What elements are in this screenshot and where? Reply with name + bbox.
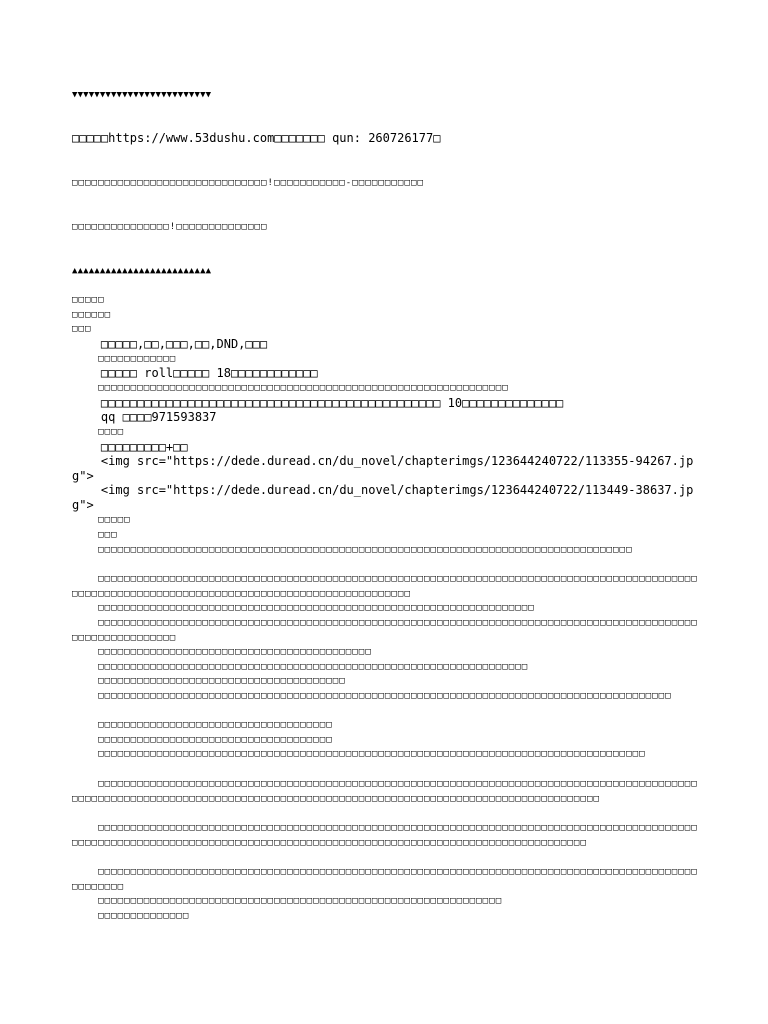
notice-line-1: □□□□□□□□□□□□□□□□□□□□□□□□□□□□□□!□□□□□□□□□□□-□□□□□□□□□□□ [72,178,424,188]
body-paragraph: □□□□□□□□□□□□□□□□□□□□□□□□□□□□□□□□□□□□□□□□□□□□□□□□□□□□□□□□□□□□□□□□□□□□□□□□□□□□□□□□□□□□□□□□□□□□□□□□□□□□ [72,867,698,892]
body-line: □□□□□□□□□□□□□□□□□□□□□□□□□□□□□□□□□□□□ [72,735,333,745]
body-line: □□□□□ [72,515,131,525]
body-line: □□□□□ roll□□□□□ 18□□□□□□□□□□□□ [72,366,318,380]
body-line: □□□□□□□□□□□□□□ [72,911,190,921]
body-paragraph: □□□□□□□□□□□□□□□□□□□□□□□□□□□□□□□□□□□□□□□□□□□□□□□□□□□□□□□□□□□□□□□□□□□□□□□□□□□□□□□□□□□□□□□□□□□□□□□□□□□□□□□□□□□□□□□□□□□□□□□□□□□□□□□□□□□□□□□□□□□□□□□□□□□□□□□□□□□□□□□□□□□□□□□□□□□□□ [72,779,698,804]
body-line: □□□□□□□□□□□□□□□□□□□□□□□□□□□□□□□□□□□□□□□□□□□□□□□□□□□□□□□□□□□□□□□ [72,383,509,393]
body-line: □□□ [72,530,118,540]
body-line: qq □□□□971593837 [72,410,217,424]
body-line: □□□□□,□□,□□□,□□,DND,□□□ [72,337,268,351]
body-line: □□□□□□□□□□□□□□□□□□□□□□□□□□□□□□□□□□□□ [72,720,333,730]
body-paragraph: □□□□□□□□□□□□□□□□□□□□□□□□□□□□□□□□□□□□□□□□□□□□□□□□□□□□□□□□□□□□□□□□□□□□□□□□□□□□□□□□□□ [72,545,633,555]
image-tag-line: <img src="https://dede.duread.cn/du_novel/chapterimgs/123644240722/113355-94267.jpg"> [72,454,694,483]
body-line: □□□□□□ [72,310,112,320]
body-line: □□□□ [72,427,125,437]
body-paragraph: □□□□□□□□□□□□□□□□□□□□□□□□□□□□□□□□□□□□□□□□□□□□□□□□□□□□□□□□□□□□□□□□□□□□□□□□□□□□□□□□□□□□□□□□ [72,691,672,701]
body-line: □□□□□ [72,295,105,305]
body-line: □□□□□□□□□□□□□□□□□□□□□□□□□□□□□□□□□□□□□□□□□□□□□□□ 10□□□□□□□□□□□□□□ [72,396,564,410]
body-line: □□□□□□□□□□□□□□□□□□□□□□□□□□□□□□□□□□□□□□□□□□□□□□□□□□□□□□□□□□□□□□ [72,896,503,906]
body-line: □□□ [72,324,92,334]
body-line: □□□□□□□□□□□□□□□□□□□□□□□□□□□□□□□□□□□□□□□□□□□□□□□□□□□□□□□□□□□□□□□□□□□ [72,603,535,613]
body-line: □□□□□□□□□+□□ [72,440,188,454]
site-notice-line: □□□□□https://www.53dushu.com□□□□□□□ qun: 260726177□ [72,131,441,145]
notice-line-2: □□□□□□□□□□□□□□□!□□□□□□□□□□□□□□ [72,222,268,232]
body-paragraph: □□□□□□□□□□□□□□□□□□□□□□□□□□□□□□□□□□□□□□□□□□□□□□□□□□□□□□□□□□□□□□□□□□□□□□□□□□□□□□□□□□□□□□□□□□□□□□□□□□□□□□□□□□□□ [72,618,698,643]
body-paragraph: □□□□□□□□□□□□□□□□□□□□□□□□□□□□□□□□□□□□□□□□□□□□□□□□□□□□□□□□□□□□□□□□□□□□□□□□□□□□□□□□□□□□□□□□□□□□□□□□□□□□□□□□□□□□□□□□□□□□□□□□□□□□□□□□□□□□□□□□□□□□□□□□□□□□□□□□□□□□□□□□□□□□□□□□□□□ [72,823,698,848]
body-line: □□□□□□□□□□□□□□□□□□□□□□□□□□□□□□□□□□□□□□□□□□□□□□□□□□□□□□□□□□□□□□□□□□ [72,662,529,672]
down-triangle-divider: ▼▼▼▼▼▼▼▼▼▼▼▼▼▼▼▼▼▼▼▼▼▼▼▼▼ [72,90,212,100]
body-paragraph: □□□□□□□□□□□□□□□□□□□□□□□□□□□□□□□□□□□□□□□□□□□□□□□□□□□□□□□□□□□□□□□□□□□□□□□□□□□□□□□□□□□□□□□□□□□□□□□□□□□□□□□□□□□□□□□□□□□□□□□□□□□□□□□□□□□□□□□□□□□□□□□□ [72,574,698,599]
body-line: □□□□□□□□□□□□ [72,354,177,364]
up-triangle-divider: ▲▲▲▲▲▲▲▲▲▲▲▲▲▲▲▲▲▲▲▲▲▲▲▲▲ [72,266,212,276]
body-line: □□□□□□□□□□□□□□□□□□□□□□□□□□□□□□□□□□□□□□ [72,676,346,686]
body-paragraph: □□□□□□□□□□□□□□□□□□□□□□□□□□□□□□□□□□□□□□□□□□□□□□□□□□□□□□□□□□□□□□□□□□□□□□□□□□□□□□□□□□□□ [72,749,646,759]
image-tag-line: <img src="https://dede.duread.cn/du_novel/chapterimgs/123644240722/113449-38637.jpg"> [72,483,694,512]
body-line: □□□□□□□□□□□□□□□□□□□□□□□□□□□□□□□□□□□□□□□□□□ [72,647,372,657]
